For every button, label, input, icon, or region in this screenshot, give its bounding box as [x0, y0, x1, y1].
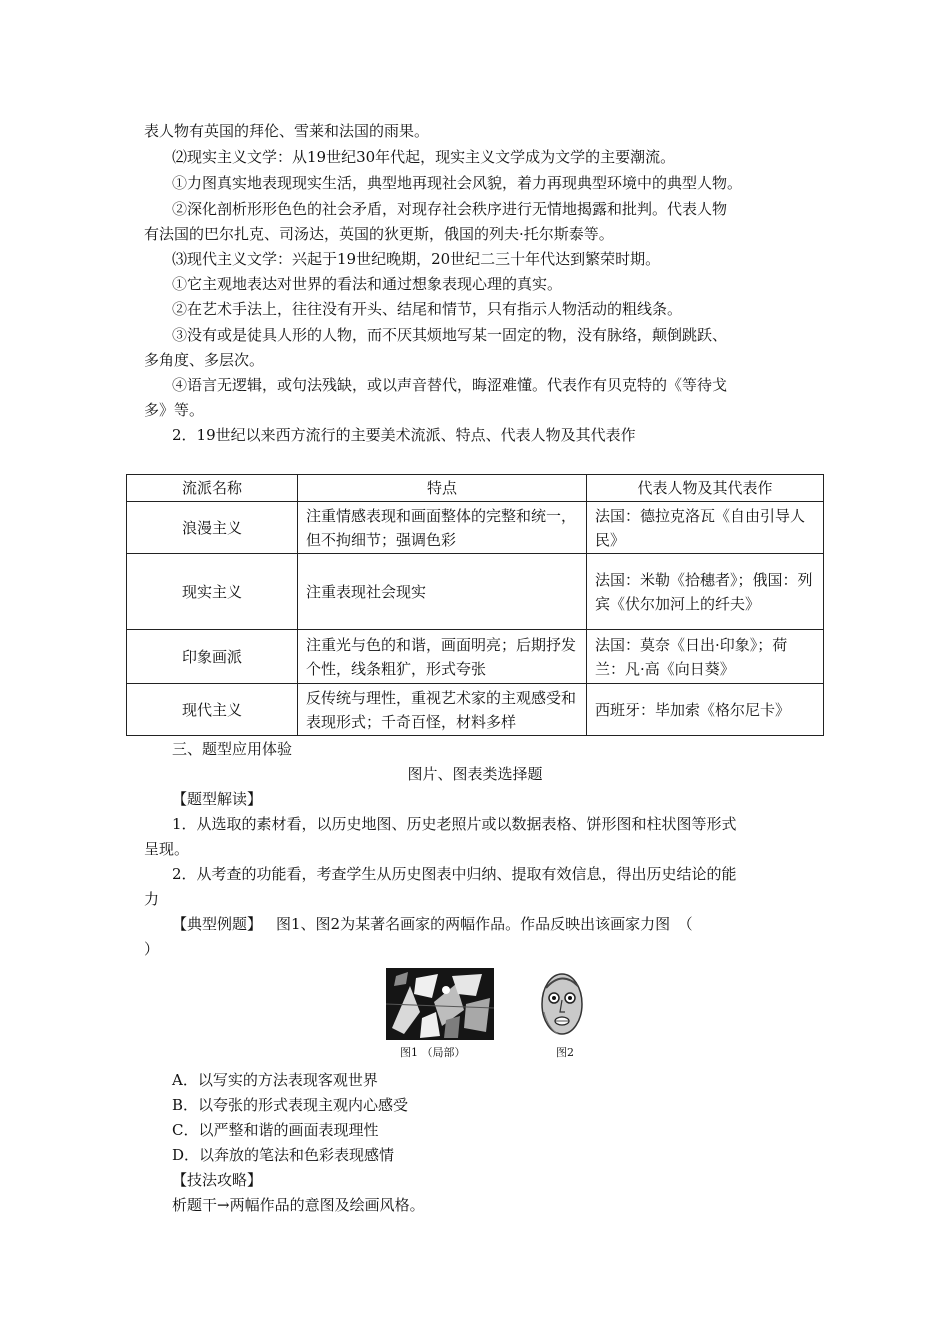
table-cell: 反传统与理性，重视艺术家的主观感受和表现形式；千奇百怪，材料多样	[298, 684, 587, 736]
table-header: 特点	[298, 475, 587, 502]
text-line: 2．19世纪以来西方流行的主要美术流派、特点、代表人物及其代表作	[172, 426, 636, 444]
table-header: 流派名称	[127, 475, 298, 502]
text-line: ②深化剖析形形色色的社会矛盾，对现存社会秩序进行无情地揭露和批判。代表人物	[172, 200, 728, 218]
option-b: B．以夸张的形式表现主观内心感受	[172, 1096, 409, 1114]
text-line: 2．从考查的功能看，考查学生从历史图表中归纳、提取有效信息，得出历史结论的能	[172, 865, 737, 883]
table-cell: 现代主义	[127, 684, 298, 736]
text-line: 有法国的巴尔扎克、司汤达，英国的狄更斯，俄国的列夫·托尔斯泰等。	[144, 225, 614, 243]
text-line: 力	[144, 890, 160, 908]
text-line: ⑶现代主义文学：兴起于19世纪晚期，20世纪二三十年代达到繁荣时期。	[172, 250, 661, 268]
table-cell: 注重情感表现和画面整体的完整和统一，但不拘细节；强调色彩	[298, 502, 587, 554]
text-line: 表人物有英国的拜伦、雪莱和法国的雨果。	[144, 122, 430, 140]
text-line: 呈现。	[144, 840, 190, 858]
text-line: ①它主观地表达对世界的看法和通过想象表现心理的真实。	[172, 275, 563, 293]
option-d: D．以奔放的笔法和色彩表现感情	[172, 1146, 395, 1164]
text-line: ②在艺术手法上，往往没有开头、结尾和情节，只有指示人物活动的粗线条。	[172, 300, 683, 318]
table-row	[127, 554, 824, 630]
table-cell: 法国：德拉克洛瓦《自由引导人民》	[587, 502, 824, 554]
table-row	[127, 502, 824, 554]
example-line	[172, 912, 693, 936]
text-line: 多角度、多层次。	[144, 351, 265, 369]
table-row	[127, 630, 824, 684]
table-cell: 印象画派	[127, 630, 298, 684]
tips-heading: 【技法攻略】	[172, 1171, 263, 1189]
table-cell: 法国：米勒《拾穗者》；俄国：列宾《伏尔加河上的纤夫》	[587, 554, 824, 630]
table-header-row	[127, 475, 824, 502]
text-line: ①力图真实地表现现实生活，典型地再现社会风貌，着力再现典型环境中的典型人物。	[172, 174, 743, 192]
figures	[386, 968, 606, 1064]
text-line: ④语言无逻辑，或句法残缺，或以声音替代，晦涩难懂。代表作有贝克特的《等待戈	[172, 376, 728, 394]
text-line: ③没有或是徒具人形的人物，而不厌其烦地写某一固定的物，没有脉络，颠倒跳跃、	[172, 326, 728, 344]
section-subtitle: 图片、图表类选择题	[407, 765, 543, 783]
option-a: A．以写实的方法表现客观世界	[172, 1071, 378, 1089]
art-styles-table	[126, 474, 824, 736]
table-cell: 法国：莫奈《日出·印象》；荷兰：凡·高《向日葵》	[587, 630, 824, 684]
section-heading: 三、题型应用体验	[172, 740, 293, 758]
tips-text: 析题干→两幅作品的意图及绘画风格。	[172, 1196, 425, 1214]
table-cell: 注重光与色的和谐，画面明亮；后期抒发个性，线条粗犷，形式夸张	[298, 630, 587, 684]
table-header: 代表人物及其代表作	[587, 475, 824, 502]
table-cell: 浪漫主义	[127, 502, 298, 554]
text-line: 1．从选取的素材看，以历史地图、历史老照片或以数据表格、饼形图和柱状图等形式	[172, 815, 737, 833]
text-line: ⑵现实主义文学：从19世纪30年代起，现实主义文学成为文学的主要潮流。	[172, 148, 676, 166]
fig1-caption: 图1 （局部）	[400, 1046, 466, 1059]
table-cell: 西班牙：毕加索《格尔尼卡》	[587, 684, 824, 736]
face-portrait-image	[538, 968, 586, 1040]
example-close: ）	[144, 940, 160, 958]
example-question: 图1、图2为某著名画家的两幅作品。作品反映出该画家力图 （	[276, 915, 693, 933]
reading-heading: 【题型解读】	[172, 790, 263, 808]
table-cell: 现实主义	[127, 554, 298, 630]
fig2-caption: 图2	[556, 1046, 574, 1059]
text-line: 多》等。	[144, 401, 205, 419]
example-heading: 【典型例题】	[172, 915, 263, 933]
option-c: C．以严整和谐的画面表现理性	[172, 1121, 379, 1139]
guernica-image	[386, 968, 494, 1040]
table-row	[127, 684, 824, 736]
table-cell: 注重表现社会现实	[298, 554, 587, 630]
